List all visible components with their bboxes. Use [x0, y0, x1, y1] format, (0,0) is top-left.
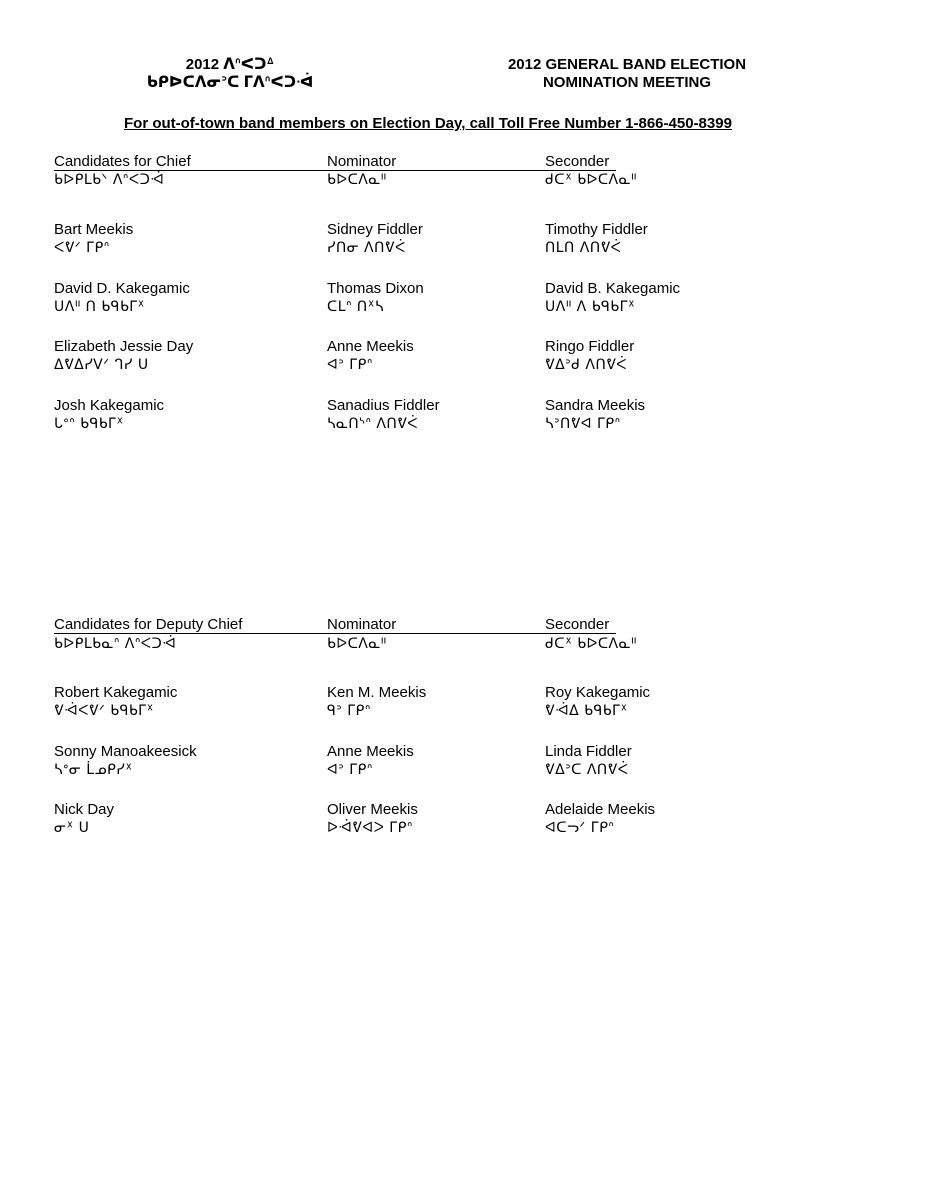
- deputy-seconder-syllabics: ᐊᑕᓓᐟ ᒥᑭᐢ: [545, 820, 615, 836]
- chief-seconder-header: Seconder: [545, 153, 610, 170]
- toll-free-notice: For out-of-town band members on Election Day, call Toll Free Number 1-866-450-8399: [124, 115, 732, 132]
- deputy-candidate-syllabics: ᓴᐤᓂ ᒫᓄᑭᓯᕽ: [54, 762, 133, 778]
- header-left: [120, 56, 340, 92]
- chief-nominator-syllabics: ᐊᐣ ᒥᑭᐢ: [327, 357, 373, 373]
- chief-candidate-syllabics: ᐃᕓᐃᓯᐯᐟ ᒉᓯ ᑌ: [54, 357, 149, 373]
- chief-seconder-name: Timothy Fiddler: [545, 221, 648, 238]
- chief-header-rule: [54, 170, 616, 171]
- chief-candidate-header-syllabics: ᑲᐅᑭᒪᑲᐠ ᐱᐢᐸᑐᐙ: [54, 172, 165, 188]
- deputy-candidate-name: Nick Day: [54, 801, 115, 818]
- chief-candidate-syllabics: ᒐᐤᐢ ᑲᑫᑲᒥᕽ: [54, 416, 124, 432]
- deputy-nominator-syllabics: ᐊᐣ ᒥᑭᐢ: [327, 762, 373, 778]
- chief-nominator-syllabics: ᑕᒪᐢ ᑎᕽᓴ: [327, 299, 384, 315]
- chief-candidate-syllabics: ᐸᕓᐟ ᒥᑭᐢ: [54, 240, 110, 256]
- deputy-nominator-name: Oliver Meekis: [327, 801, 418, 818]
- header-right-line1: 2012 GENERAL BAND ELECTION: [507, 56, 747, 73]
- deputy-nominator-name: Ken M. Meekis: [327, 684, 427, 701]
- chief-candidate-header: Candidates for Chief: [54, 153, 191, 170]
- chief-nominator-syllabics: ᓯᑎᓂ ᐱᑎᕓᐹ: [327, 240, 406, 256]
- chief-seconder-name: Sandra Meekis: [545, 397, 646, 414]
- chief-nominator-header-syllabics: ᑲᐅᑕᐱᓇᐦ: [327, 172, 387, 188]
- chief-seconder-syllabics: ᓴᐣᑎᕓᐊ ᒥᑭᐢ: [545, 416, 621, 432]
- header-right: [470, 56, 784, 92]
- deputy-candidate-header: Candidates for Deputy Chief: [54, 616, 243, 633]
- chief-candidate-name: Bart Meekis: [54, 221, 134, 238]
- chief-nominator-name: Sidney Fiddler: [327, 221, 423, 238]
- chief-seconder-syllabics: ᕓᐃᐣᑯ ᐱᑎᕓᐹ: [545, 357, 628, 373]
- chief-seconder-header-syllabics: ᑯᑕᕽ ᑲᐅᑕᐱᓇᐦ: [545, 172, 637, 188]
- header-left-line1: 2012 ᐱᐢᐸᑐᐞ: [185, 56, 275, 73]
- deputy-candidate-syllabics: ᓂᕽ ᑌ: [54, 820, 90, 836]
- chief-seconder-syllabics: ᑎᒪᑎ ᐱᑎᕓᐹ: [545, 240, 622, 256]
- chief-candidate-name: Josh Kakegamic: [54, 397, 165, 414]
- chief-nominator-name: Sanadius Fiddler: [327, 397, 440, 414]
- chief-candidate-syllabics: ᑌᐱᐦ ᑎ ᑲᑫᑲᒥᕽ: [54, 299, 145, 315]
- chief-nominator-name: Thomas Dixon: [327, 280, 424, 297]
- chief-candidate-name: David D. Kakegamic: [54, 280, 190, 297]
- chief-seconder-name: Ringo Fiddler: [545, 338, 635, 355]
- deputy-seconder-header-syllabics: ᑯᑕᕽ ᑲᐅᑕᐱᓇᐦ: [545, 636, 637, 652]
- deputy-seconder-name: Roy Kakegamic: [545, 684, 651, 701]
- chief-nominator-name: Anne Meekis: [327, 338, 414, 355]
- deputy-nominator-header-syllabics: ᑲᐅᑕᐱᓇᐦ: [327, 636, 387, 652]
- chief-seconder-syllabics: ᑌᐱᐦ ᐱ ᑲᑫᑲᒥᕽ: [545, 299, 636, 315]
- deputy-nominator-syllabics: ᐅᐙᕓᐊᐳ ᒥᑭᐢ: [327, 820, 413, 836]
- deputy-nominator-syllabics: ᑫᐣ ᒥᑭᐢ: [327, 703, 371, 719]
- deputy-candidate-name: Robert Kakegamic: [54, 684, 178, 701]
- header-left-line2: ᑲᑭᐅᑕᐱᓂᐣᑕ ᒥᐱᐢᐸᑐᐙ: [146, 74, 314, 91]
- chief-candidate-name: Elizabeth Jessie Day: [54, 338, 194, 355]
- deputy-nominator-name: Anne Meekis: [327, 743, 414, 760]
- deputy-seconder-header: Seconder: [545, 616, 610, 633]
- chief-nominator-syllabics: ᓴᓇᑎᔅᐢ ᐱᑎᕓᐹ: [327, 416, 418, 432]
- deputy-candidate-name: Sonny Manoakeesick: [54, 743, 197, 760]
- chief-seconder-name: David B. Kakegamic: [545, 280, 681, 297]
- deputy-candidate-syllabics: ᕓᐙᐸᕓᐟ ᑲᑫᑲᒥᕽ: [54, 703, 154, 719]
- deputy-seconder-syllabics: ᕓᐃᐣᑕ ᐱᑎᕓᐹ: [545, 762, 629, 778]
- header-right-line2: NOMINATION MEETING: [542, 74, 712, 91]
- chief-nominator-header: Nominator: [327, 153, 397, 170]
- deputy-seconder-syllabics: ᕓᐙᐃ ᑲᑫᑲᒥᕽ: [545, 703, 628, 719]
- deputy-nominator-header: Nominator: [327, 616, 397, 633]
- deputy-seconder-name: Linda Fiddler: [545, 743, 632, 760]
- deputy-seconder-name: Adelaide Meekis: [545, 801, 656, 818]
- deputy-candidate-header-syllabics: ᑲᐅᑭᒪᑲᓇᐢ ᐱᐢᐸᑐᐙ: [54, 636, 177, 652]
- deputy-header-rule: [54, 633, 616, 634]
